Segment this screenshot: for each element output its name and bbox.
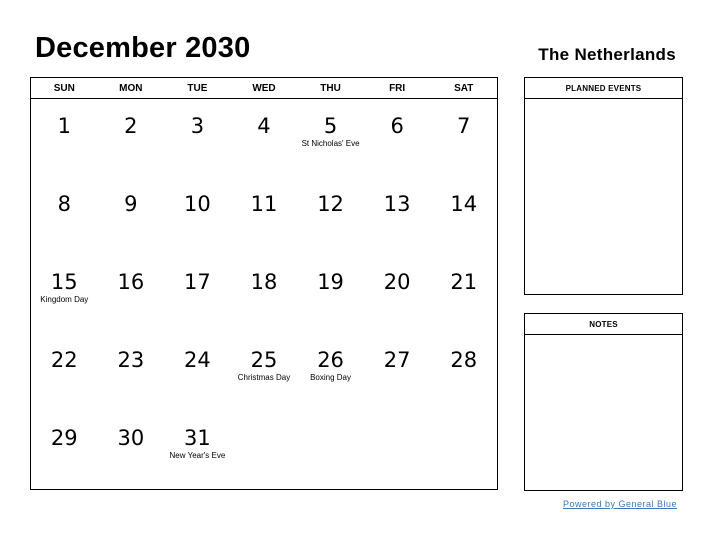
day-number: 27 (383, 348, 411, 372)
day-number: 12 (317, 192, 344, 216)
day-number: 2 (124, 114, 138, 138)
calendar-day-cell[interactable] (164, 333, 231, 411)
day-number: 24 (184, 348, 211, 372)
day-of-week-header (31, 78, 497, 99)
day-number: 22 (50, 348, 78, 372)
calendar-day-cell[interactable] (164, 177, 231, 255)
planned-events-panel (524, 77, 683, 295)
calendar-day-cell[interactable] (430, 99, 497, 177)
country-label: The Netherlands (538, 45, 676, 64)
holiday-label: New Year's Eve (169, 451, 226, 460)
calendar-day-cell[interactable] (231, 333, 298, 411)
calendar-week (31, 255, 497, 333)
dow-thu: THU (320, 83, 341, 94)
weeks-container (31, 99, 497, 489)
day-number: 5 (323, 114, 338, 138)
day-number: 7 (457, 114, 471, 138)
day-number: 26 (317, 348, 344, 372)
planned-events-heading: PLANNED EVENTS (525, 78, 682, 99)
calendar-day-cell[interactable] (98, 255, 165, 333)
dow-sat: SAT (454, 83, 474, 94)
calendar-day-cell[interactable] (164, 255, 231, 333)
calendar-day-cell[interactable] (164, 99, 231, 177)
day-number: 20 (383, 270, 411, 294)
day-number: 21 (450, 270, 478, 294)
calendar-week (31, 411, 497, 489)
dow-wed: WED (252, 83, 276, 94)
dow-fri: FRI (389, 83, 406, 94)
calendar-week (31, 99, 497, 177)
calendar-day-cell[interactable] (297, 255, 364, 333)
calendar-day-cell[interactable] (98, 177, 165, 255)
holiday-label: Kingdom Day (40, 295, 89, 304)
day-number: 25 (250, 348, 278, 372)
calendar-day-cell[interactable] (364, 333, 431, 411)
calendar-day-cell[interactable] (31, 333, 98, 411)
notes-heading: NOTES (525, 314, 682, 335)
calendar-day-cell (430, 411, 497, 489)
calendar-day-cell (364, 411, 431, 489)
calendar-day-cell[interactable] (98, 411, 165, 489)
notes-panel (524, 313, 683, 491)
day-number: 10 (184, 192, 211, 216)
day-number: 16 (117, 270, 145, 294)
calendar-day-cell[interactable] (31, 177, 98, 255)
day-number: 17 (184, 270, 211, 294)
day-number: 1 (57, 114, 71, 138)
day-number: 23 (117, 348, 145, 372)
calendar-day-cell[interactable] (364, 255, 431, 333)
day-number: 29 (50, 426, 78, 450)
day-number: 19 (317, 270, 344, 294)
dow-mon: MON (119, 83, 143, 94)
calendar-day-cell (231, 411, 298, 489)
calendar-day-cell[interactable] (164, 411, 231, 489)
day-number: 15 (50, 270, 78, 294)
dow-tue: TUE (187, 83, 208, 94)
day-number: 30 (117, 426, 145, 450)
holiday-label: Christmas Day (237, 373, 291, 382)
page-title: December 2030 (35, 32, 251, 64)
calendar-day-cell[interactable] (31, 99, 98, 177)
day-number: 28 (450, 348, 478, 372)
day-number: 6 (390, 114, 404, 138)
calendar-day-cell[interactable] (31, 411, 98, 489)
calendar-day-cell (297, 411, 364, 489)
calendar-day-cell[interactable] (430, 255, 497, 333)
calendar-day-cell[interactable] (430, 333, 497, 411)
calendar-day-cell[interactable] (297, 177, 364, 255)
day-number: 9 (124, 192, 138, 216)
day-number: 13 (383, 192, 411, 216)
calendar-day-cell[interactable] (231, 255, 298, 333)
powered-by-link[interactable]: Powered by General Blue (562, 499, 677, 509)
calendar-day-cell[interactable] (364, 99, 431, 177)
day-number: 11 (250, 192, 278, 216)
calendar-week (31, 333, 497, 411)
calendar-day-cell[interactable] (98, 333, 165, 411)
calendar-day-cell[interactable] (297, 99, 364, 177)
calendar-day-cell[interactable] (31, 255, 98, 333)
calendar-day-cell[interactable] (231, 99, 298, 177)
day-number: 8 (57, 192, 71, 216)
day-number: 31 (184, 426, 211, 450)
day-number: 4 (257, 114, 271, 138)
day-number: 3 (190, 114, 205, 138)
calendar-day-cell[interactable] (430, 177, 497, 255)
calendar-week (31, 177, 497, 255)
dow-sun: SUN (53, 83, 75, 94)
holiday-label: Boxing Day (310, 373, 352, 382)
holiday-label: St Nicholas' Eve (301, 139, 360, 148)
day-number: 18 (250, 270, 278, 294)
calendar-day-cell[interactable] (98, 99, 165, 177)
calendar-grid (30, 77, 498, 490)
calendar-day-cell[interactable] (231, 177, 298, 255)
calendar-day-cell[interactable] (297, 333, 364, 411)
calendar-day-cell[interactable] (364, 177, 431, 255)
day-number: 14 (450, 192, 478, 216)
